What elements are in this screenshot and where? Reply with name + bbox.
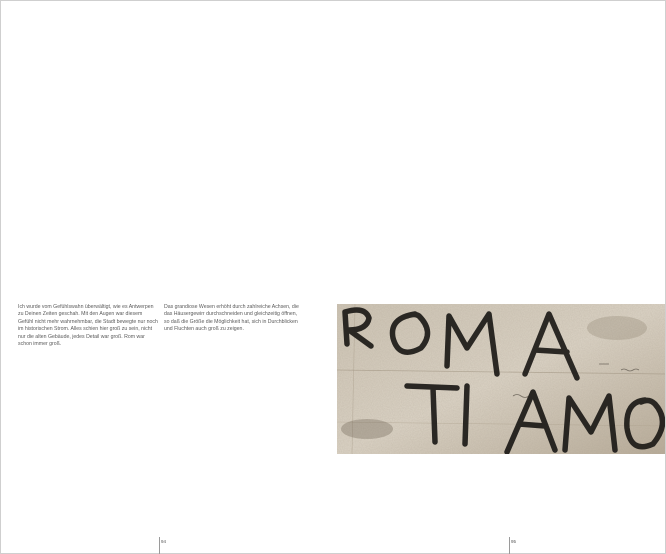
body-text-column-1: Ich wurde vom Gefühlswahn überwältigt, wie es Antwerpen zu Deinen Zeiten geschah. Mit den Augen war diesem Gefühl nicht mehr wahrnehmbar, die Stadt bewegte nur noch im historischen Strom. Alles schien hier groß zu sein, nicht nur die alten Gebäude, jedes Detail war groß. Rom war schon immer groß. [18, 304, 158, 348]
page-marker-right [509, 537, 510, 554]
page-number-right: 95 [511, 539, 517, 544]
graffiti-wall-image [337, 304, 665, 454]
graffiti-photo [337, 304, 665, 454]
page-marker-left [159, 537, 160, 554]
body-text-column-2: Das grandiose Wesen erhöht durch zahlreiche Achsen, die das Häusergewirr durchschneiden und gleichzeitig öffnen, so daß die Größe die Möglichkeit hat, sich in Durchblicken und Fluchten auch groß zu zeigen. [164, 304, 299, 333]
page-number-left: 94 [161, 539, 167, 544]
